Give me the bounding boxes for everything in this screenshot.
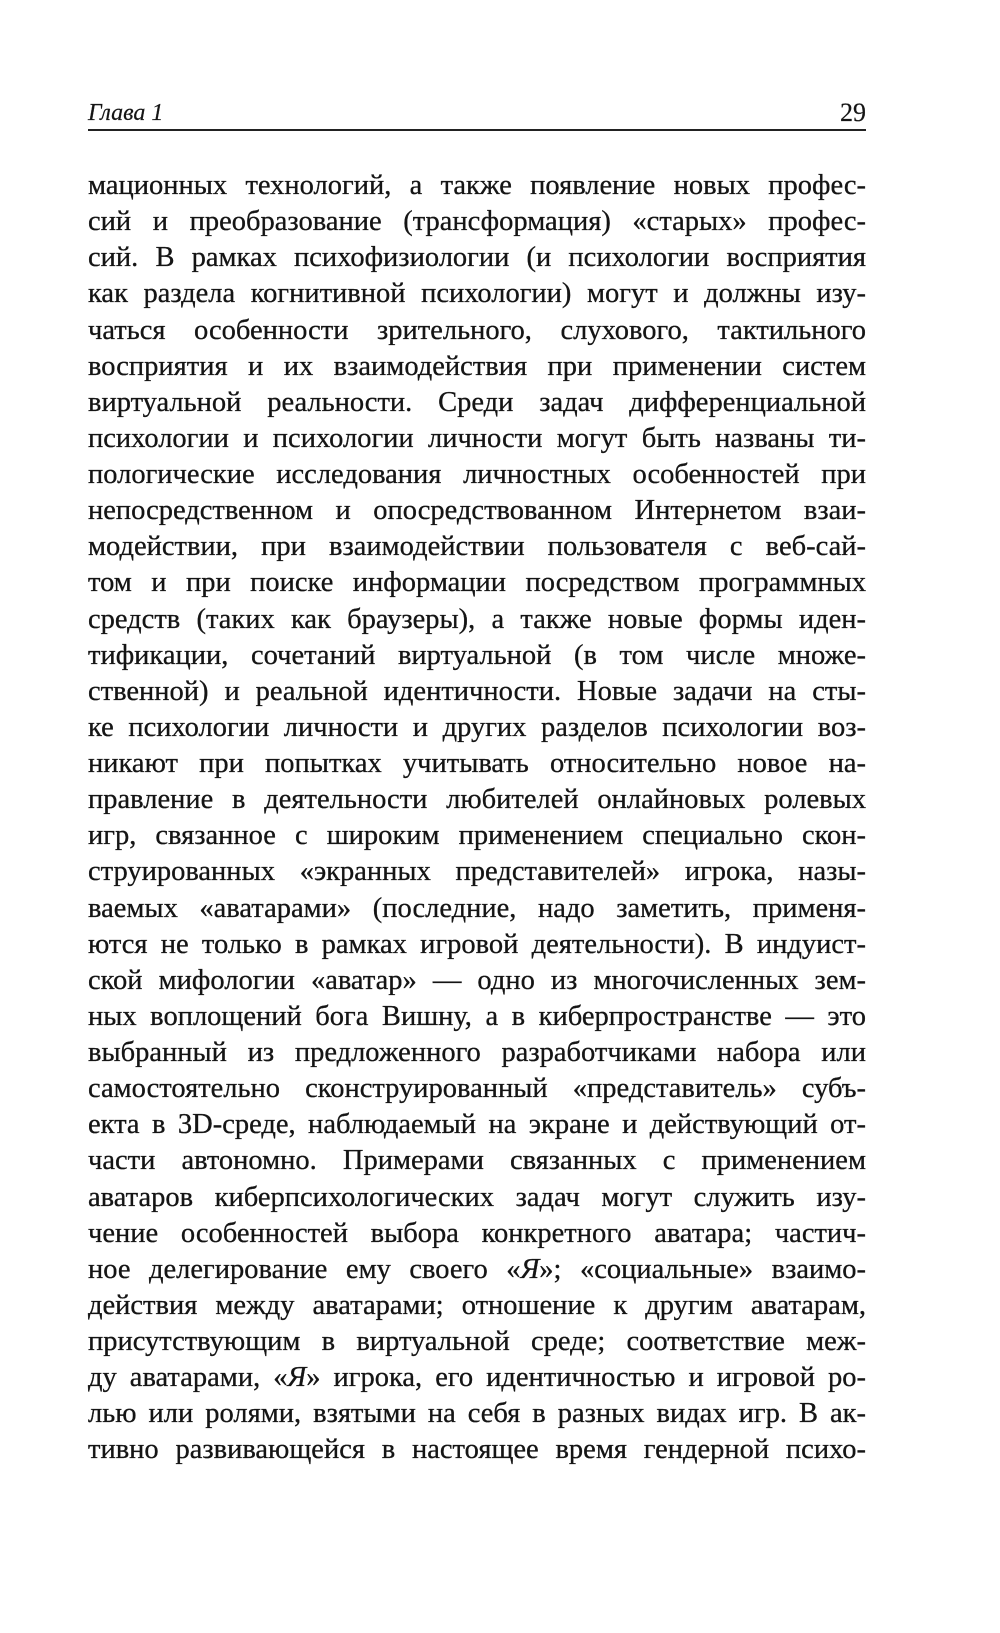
text-line: ются не только в рамках игровой деятельности). В индуист- xyxy=(88,928,866,960)
text-line: как раздела когнитивной психологии) могут и должны изу- xyxy=(88,278,866,310)
text-segment: »; «социальные» взаимо- xyxy=(539,1253,866,1285)
text-line xyxy=(88,1360,866,1396)
text-line: чаться особенности зрительного, слухового, тактильного xyxy=(88,314,866,346)
text-line: лью или ролями, взятыми на себя в разных видах игр. В ак- xyxy=(88,1398,866,1430)
text-line: правление в деятельности любителей онлайновых ролевых xyxy=(88,784,866,816)
text-line: восприятия и их взаимодействия при применении систем xyxy=(88,350,866,382)
text-segment: ное делегирование ему своего « xyxy=(88,1253,521,1285)
text-line: игр, связанное с широким применением специально скон- xyxy=(88,820,866,852)
text-line: пологические исследования личностных особенностей при xyxy=(88,459,866,490)
text-line: тификации, сочетаний виртуальной (в том числе множе- xyxy=(88,639,866,671)
text-line: модействии, при взаимодействии пользователя с веб-сай- xyxy=(88,531,866,563)
text-line: психологии и психологии личности могут быть названы ти- xyxy=(88,422,866,454)
text-line: никают при попытках учитывать относительно новое на- xyxy=(88,748,866,779)
text-line: сий и преобразование (трансформация) «старых» профес- xyxy=(88,206,866,238)
text-line: тивно развивающейся в настоящее время гендерной психо- xyxy=(88,1434,866,1466)
text-line xyxy=(88,1252,866,1288)
text-line: аватаров киберпсихологических задач могут служить изу- xyxy=(88,1181,866,1213)
text-line: средств (таких как браузеры), а также новые формы иден- xyxy=(88,603,866,635)
text-line: непосредственном и опосредствованном Интернетом взаи- xyxy=(88,495,866,527)
text-segment: ду аватарами, « xyxy=(88,1362,288,1394)
text-line: самостоятельно сконструированный «представитель» субъ- xyxy=(88,1073,866,1105)
text-line: екта в 3D-среде, наблюдаемый на экране и действующий от- xyxy=(88,1109,866,1141)
body-text xyxy=(88,168,866,1469)
text-line: том и при поиске информации посредством программных xyxy=(88,567,866,599)
text-line: ской мифологии «аватар» — одно из многочисленных зем- xyxy=(88,964,866,996)
text-line: ке психологии личности и других разделов психологии воз- xyxy=(88,711,866,743)
text-line: присутствующим в виртуальной среде; соответствие меж- xyxy=(88,1326,866,1357)
text-line: ваемых «аватарами» (последние, надо заметить, применя- xyxy=(88,892,866,924)
emphasized-text: Я xyxy=(287,1362,307,1394)
text-line: струированных «экранных представителей» игрока, назы- xyxy=(88,856,866,888)
text-line: виртуальной реальности. Среди задач дифференциальной xyxy=(88,386,866,418)
text-line: действия между аватарами; отношение к другим аватарам, xyxy=(88,1289,866,1321)
emphasized-text: Я xyxy=(520,1253,540,1285)
running-head xyxy=(88,98,866,128)
text-line: чение особенностей выбора конкретного аватара; частич- xyxy=(88,1217,866,1249)
text-line: мационных технологий, а также появление новых профес- xyxy=(88,170,866,201)
text-segment: » игрока, его идентичностью и игровой ро- xyxy=(306,1362,866,1394)
text-line: ных воплощений бога Вишну, а в киберпространстве — это xyxy=(88,1000,866,1032)
text-line: ственной) и реальной идентичности. Новые задачи на сты- xyxy=(88,675,866,707)
chapter-title: Глава 1 xyxy=(88,100,164,126)
text-line: выбранный из предложенного разработчиками набора или xyxy=(88,1037,866,1068)
text-line: части автономно. Примерами связанных с применением xyxy=(88,1145,866,1177)
text-line: сий. В рамках психофизиологии (и психологии восприятия xyxy=(88,242,866,274)
header-rule xyxy=(88,129,866,131)
page-number: 29 xyxy=(840,98,866,127)
